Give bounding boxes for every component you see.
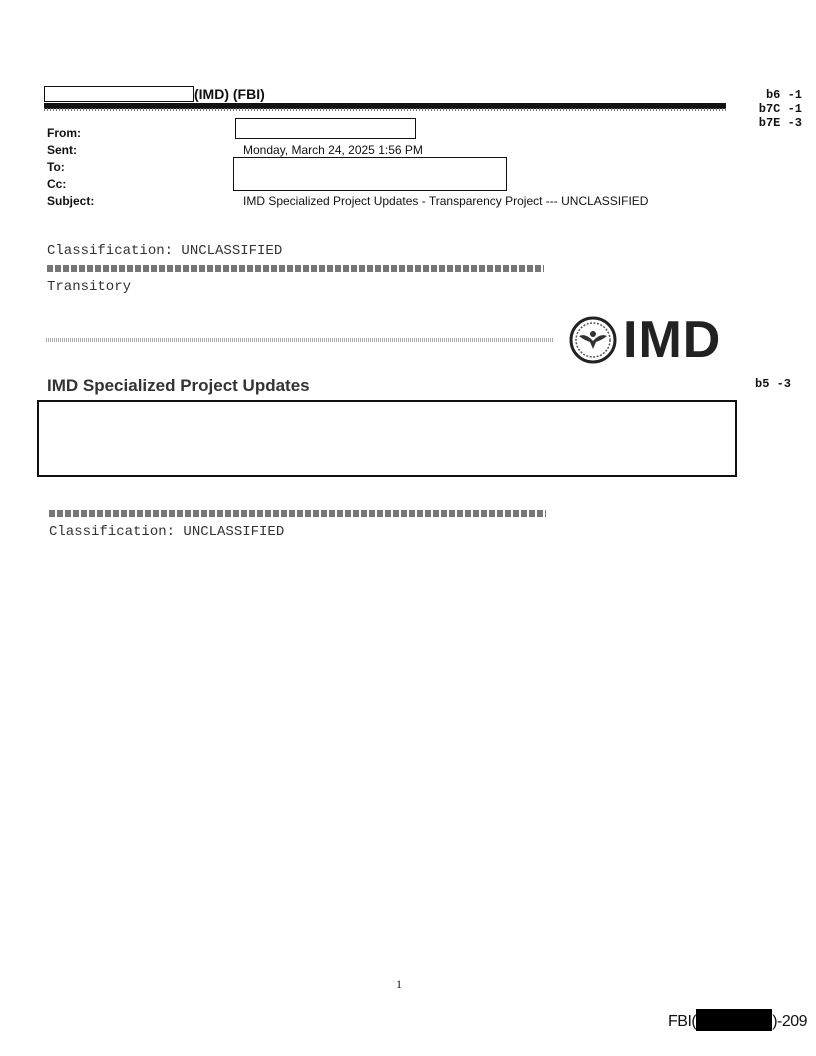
equals-divider-bottom <box>49 510 546 517</box>
sent-label: Sent: <box>47 143 77 157</box>
bates-number <box>668 1009 807 1031</box>
eagle-seal-icon <box>569 316 617 364</box>
exemption-codes <box>759 88 802 130</box>
banner-rule <box>46 338 554 342</box>
cc-label: Cc: <box>47 177 67 191</box>
redacted-to-cc-value <box>233 157 507 191</box>
imd-logo-text: IMD <box>623 311 722 369</box>
exemption-code-body: b5 -3 <box>755 377 792 391</box>
page-number: 1 <box>396 977 402 991</box>
from-label: From: <box>47 126 81 140</box>
exemption-code: b7C -1 <box>758 102 802 116</box>
subject-value: IMD Specialized Project Updates - Transparency Project --- UNCLASSIFIED <box>243 194 649 208</box>
redacted-sender-name <box>44 86 194 102</box>
bates-suffix: )-209 <box>772 1013 808 1030</box>
redacted-from-value <box>235 118 416 139</box>
exemption-code: b7E -3 <box>758 116 802 130</box>
redacted-body <box>37 400 737 477</box>
transitory-label: Transitory <box>47 279 132 295</box>
section-title: IMD Specialized Project Updates <box>47 376 310 395</box>
equals-divider-top <box>47 265 544 272</box>
exemption-code: b6 -1 <box>765 88 802 102</box>
sent-value: Monday, March 24, 2025 1:56 PM <box>243 143 423 157</box>
sender-suffix: (IMD) (FBI) <box>194 86 265 102</box>
email-header-name <box>44 86 265 102</box>
classification-top: Classification: UNCLASSIFIED <box>47 243 283 259</box>
header-divider <box>44 103 726 109</box>
classification-bottom: Classification: UNCLASSIFIED <box>49 524 285 540</box>
bates-prefix: FBI( <box>668 1013 697 1030</box>
imd-logo <box>569 311 722 369</box>
to-label: To: <box>47 160 65 174</box>
subject-label: Subject: <box>47 194 95 208</box>
bates-redaction <box>696 1009 772 1031</box>
